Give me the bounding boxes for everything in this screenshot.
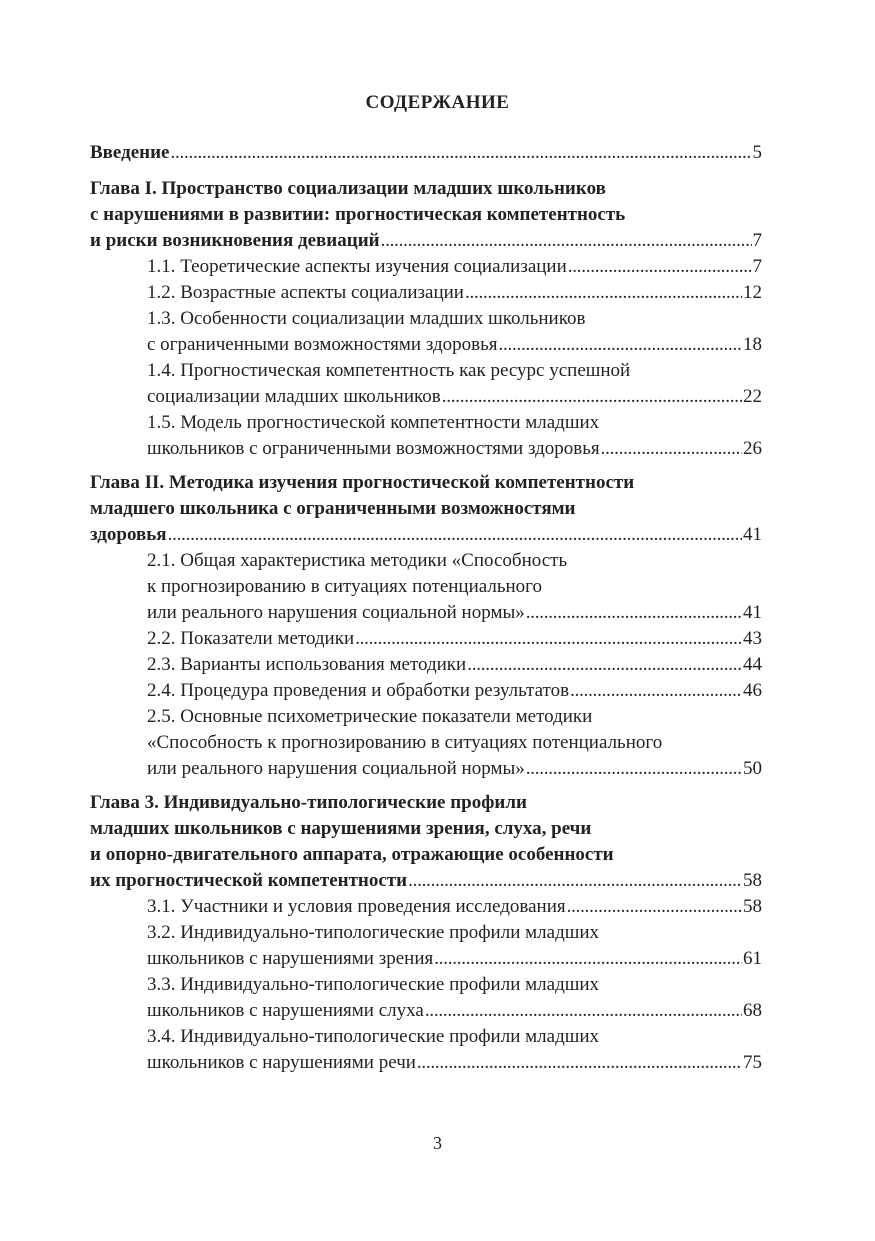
toc-line: 3.3. Индивидуально-типологические профили младших bbox=[147, 974, 600, 995]
toc-page-number: 43 bbox=[743, 628, 762, 649]
toc-line: 2.5. Основные психометрические показатели методики bbox=[147, 706, 593, 727]
toc-section-2-3[interactable] bbox=[147, 652, 762, 678]
dot-leader bbox=[168, 522, 742, 548]
toc-line: социализации младших школьников bbox=[147, 386, 441, 407]
toc-page-number: 41 bbox=[743, 602, 762, 623]
toc-page-number: 26 bbox=[743, 438, 762, 459]
toc-line: 1.3. Особенности социализации младших школьников bbox=[147, 308, 586, 329]
toc-page-number: 58 bbox=[743, 896, 762, 917]
dot-leader bbox=[434, 946, 742, 972]
toc-line: или реального нарушения социальной нормы» bbox=[147, 758, 525, 779]
toc-chapter-3[interactable] bbox=[90, 790, 762, 894]
dot-leader bbox=[171, 140, 752, 166]
toc-section-2-2[interactable] bbox=[147, 626, 762, 652]
toc-line: младшего школьника с ограниченными возможностями bbox=[90, 498, 576, 519]
toc-section-1-1[interactable] bbox=[147, 254, 762, 280]
toc-page-number: 44 bbox=[743, 654, 762, 675]
toc-line: школьников с нарушениями зрения bbox=[147, 948, 434, 969]
toc-line: 1.5. Модель прогностической компетентности младших bbox=[147, 412, 600, 433]
toc-line: Глава 3. Индивидуально-типологические профили bbox=[90, 792, 527, 813]
toc-line: 1.1. Теоретические аспекты изучения социализации bbox=[147, 256, 567, 277]
dot-leader bbox=[467, 652, 742, 678]
toc-section-1-5[interactable] bbox=[147, 410, 762, 462]
toc-entry-intro[interactable] bbox=[90, 140, 762, 166]
toc-section-1-3[interactable] bbox=[147, 306, 762, 358]
toc-line: их прогностической компетентности bbox=[90, 870, 408, 891]
toc-section-3-2[interactable] bbox=[147, 920, 762, 972]
toc-page-number: 7 bbox=[752, 230, 762, 251]
toc-line: Глава II. Методика изучения прогностической компетентности bbox=[90, 472, 635, 493]
dot-leader bbox=[499, 332, 742, 358]
toc-line: 1.4. Прогностическая компетентность как ресурс успешной bbox=[147, 360, 631, 381]
toc-line: «Способность к прогнозированию в ситуациях потенциального bbox=[147, 732, 663, 753]
toc-section-1-4[interactable] bbox=[147, 358, 762, 410]
table-of-contents bbox=[90, 140, 762, 1076]
page-number: 3 bbox=[433, 1133, 442, 1153]
toc-line: 1.2. Возрастные аспекты социализации bbox=[147, 282, 464, 303]
toc-line: 2.4. Процедура проведения и обработки результатов bbox=[147, 680, 570, 701]
toc-page-number: 12 bbox=[743, 282, 762, 303]
dot-leader bbox=[465, 280, 742, 306]
page-title: СОДЕРЖАНИЕ bbox=[365, 92, 510, 113]
toc-line: с ограниченными возможностями здоровья bbox=[147, 334, 498, 355]
toc-line: 3.1. Участники и условия проведения исследования bbox=[147, 896, 566, 917]
dot-leader bbox=[567, 894, 742, 920]
dot-leader bbox=[355, 626, 742, 652]
toc-section-2-1[interactable] bbox=[147, 548, 762, 626]
dot-leader bbox=[442, 384, 742, 410]
dot-leader bbox=[526, 756, 742, 782]
toc-section-2-5[interactable] bbox=[147, 704, 762, 782]
dot-leader bbox=[425, 998, 742, 1024]
toc-section-1-2[interactable] bbox=[147, 280, 762, 306]
dot-leader bbox=[408, 868, 742, 894]
toc-page-number: 41 bbox=[743, 524, 762, 545]
toc-page-number: 46 bbox=[743, 680, 762, 701]
dot-leader bbox=[381, 228, 752, 254]
dot-leader bbox=[570, 678, 742, 704]
toc-page-number: 68 bbox=[743, 1000, 762, 1021]
toc-line: Глава I. Пространство социализации младших школьников bbox=[90, 178, 606, 199]
toc-page-number: 75 bbox=[743, 1052, 762, 1073]
toc-line: и опорно-двигательного аппарата, отражающие особенности bbox=[90, 844, 614, 865]
toc-line: 2.3. Варианты использования методики bbox=[147, 654, 467, 675]
toc-line: 2.2. Показатели методики bbox=[147, 628, 355, 649]
toc-page-number: 61 bbox=[743, 948, 762, 969]
toc-line: 3.2. Индивидуально-типологические профили младших bbox=[147, 922, 600, 943]
dot-leader bbox=[601, 436, 742, 462]
toc-line: здоровья bbox=[90, 524, 167, 545]
toc-page-number: 58 bbox=[743, 870, 762, 891]
toc-line: или реального нарушения социальной нормы» bbox=[147, 602, 525, 623]
toc-line: школьников с ограниченными возможностями здоровья bbox=[147, 438, 600, 459]
toc-entry-title: Введение bbox=[90, 142, 170, 163]
toc-line: к прогнозированию в ситуациях потенциального bbox=[147, 576, 542, 597]
toc-section-3-3[interactable] bbox=[147, 972, 762, 1024]
toc-line: школьников с нарушениями речи bbox=[147, 1052, 416, 1073]
toc-page-number: 22 bbox=[743, 386, 762, 407]
toc-line: школьников с нарушениями слуха bbox=[147, 1000, 424, 1021]
toc-section-3-1[interactable] bbox=[147, 894, 762, 920]
toc-chapter-2[interactable] bbox=[90, 470, 762, 548]
toc-page-number: 18 bbox=[743, 334, 762, 355]
toc-section-2-4[interactable] bbox=[147, 678, 762, 704]
toc-page-number: 50 bbox=[743, 758, 762, 779]
dot-leader bbox=[417, 1050, 742, 1076]
dot-leader bbox=[568, 254, 752, 280]
toc-chapter-1[interactable] bbox=[90, 176, 762, 254]
toc-line: 2.1. Общая характеристика методики «Способность bbox=[147, 550, 568, 571]
dot-leader bbox=[526, 600, 742, 626]
toc-line: 3.4. Индивидуально-типологические профили младших bbox=[147, 1026, 600, 1047]
toc-section-3-4[interactable] bbox=[147, 1024, 762, 1076]
toc-page-number: 5 bbox=[752, 142, 762, 163]
toc-line: и риски возникновения девиаций bbox=[90, 230, 380, 251]
toc-line: с нарушениями в развитии: прогностическая компетентность bbox=[90, 204, 626, 225]
toc-line: младших школьников с нарушениями зрения, слуха, речи bbox=[90, 818, 592, 839]
toc-page-number: 7 bbox=[752, 256, 762, 277]
